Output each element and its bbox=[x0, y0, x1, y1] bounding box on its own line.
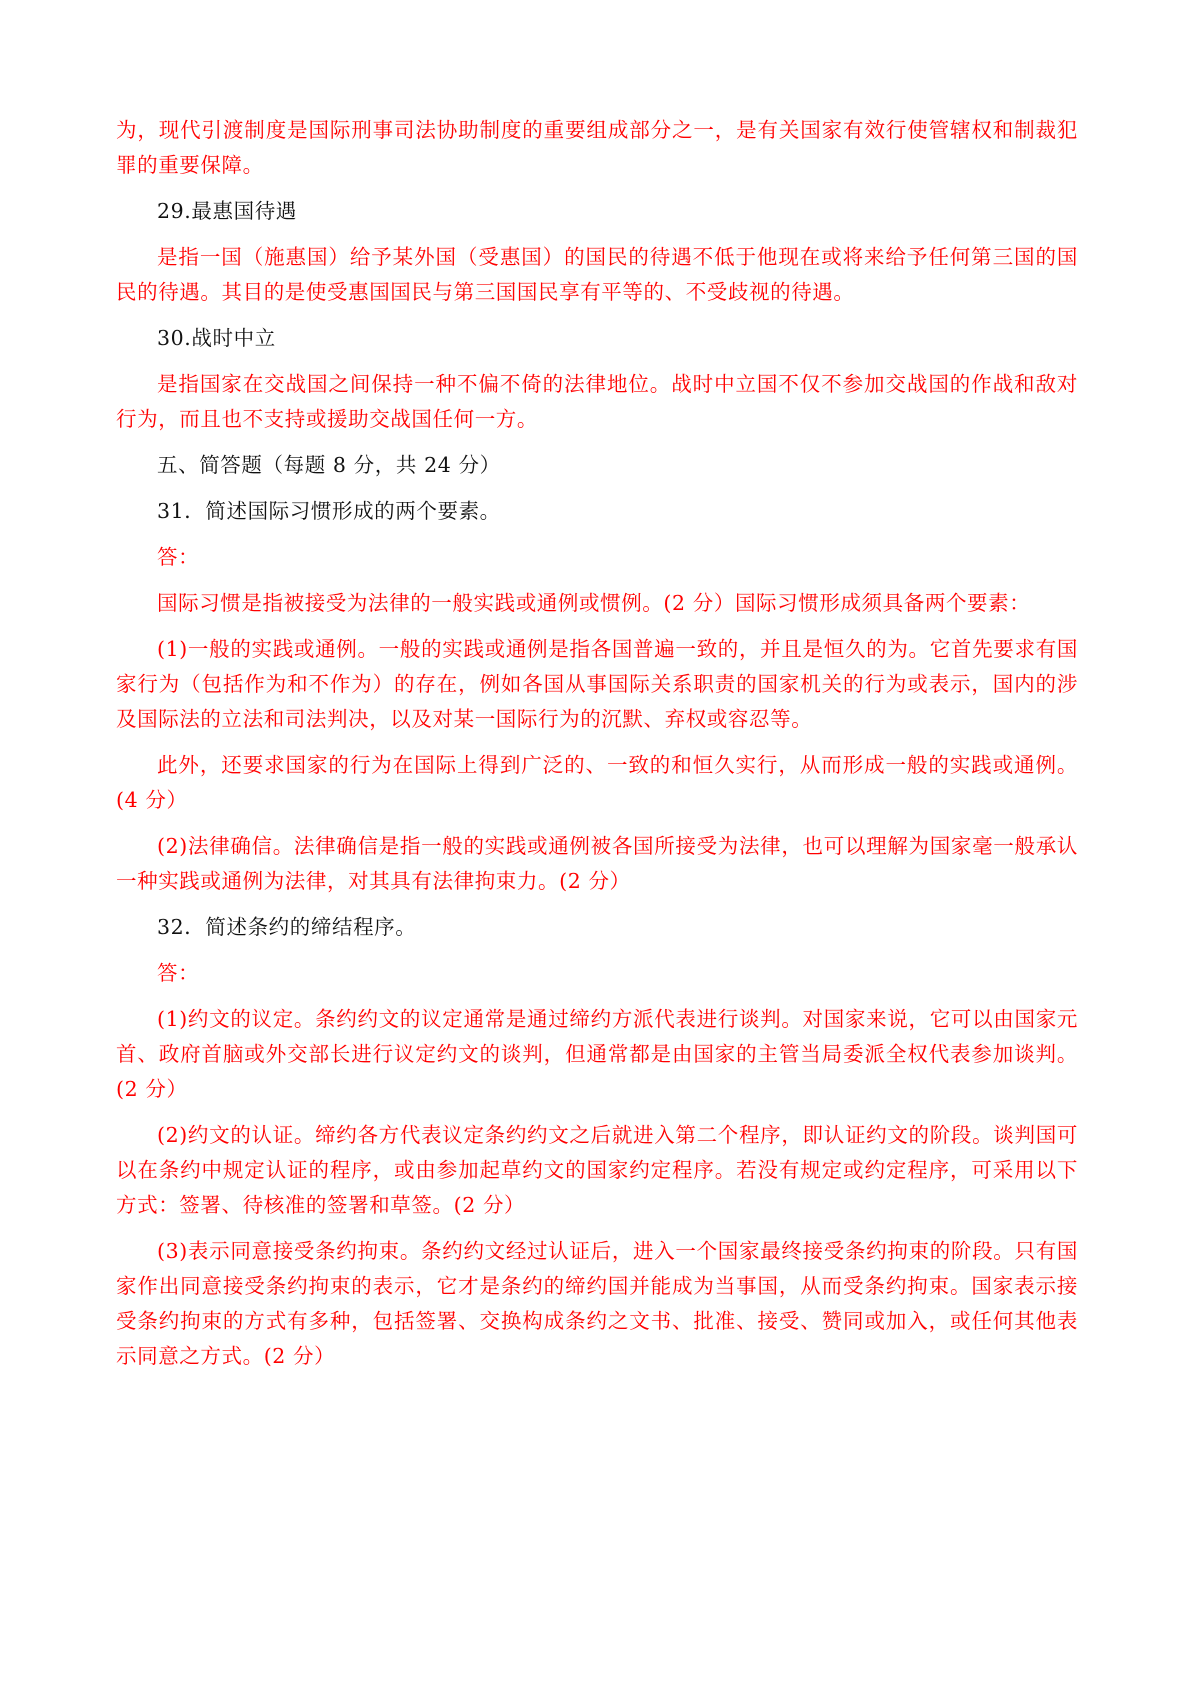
answer-32-point-1: (1)约文的议定。条约约文的议定通常是通过缔约方派代表进行谈判。对国家来说，它可以由国家元首、政府首脑或外交部长进行议定约文的谈判，但通常都是由国家的主管当局委派全权代表参加谈判。(2 分） bbox=[116, 1007, 1078, 1101]
answer-label-31: 答： bbox=[157, 545, 200, 569]
question-31: 31．简述国际习惯形成的两个要素。 bbox=[157, 499, 501, 523]
section-heading-short-answer: 五、简答题（每题 8 分，共 24 分） bbox=[157, 453, 501, 477]
answer-32-point-3: (3)表示同意接受条约拘束。条约约文经过认证后，进入一个国家最终接受条约拘束的阶段。只有国家作出同意接受条约拘束的表示，它才是条约的缔约国并能成为当事国，从而受条约拘束。国家表示接受条约拘束的方式有多种，包括签署、交换构成条约之文书、批准、接受、赞同或加入，或任何其他表示同意之方式。(2 分） bbox=[116, 1239, 1078, 1368]
answer-label-32: 答： bbox=[157, 961, 200, 985]
document-page bbox=[116, 113, 1078, 1374]
answer-31-point-1-continued: 此外，还要求国家的行为在国际上得到广泛的、一致的和恒久实行，从而形成一般的实践或通例。(4 分） bbox=[116, 753, 1078, 812]
answer-31-point-1: (1)一般的实践或通例。一般的实践或通例是指各国普遍一致的，并且是恒久的为。它首先要求有国家行为（包括作为和不作为）的存在，例如各国从事国际关系职责的国家机关的行为或表示，国内的涉及国际法的立法和司法判决，以及对某一国际行为的沉默、弃权或容忍等。 bbox=[116, 637, 1078, 731]
question-32: 32．简述条约的缔结程序。 bbox=[157, 915, 417, 939]
answer-31-intro: 国际习惯是指被接受为法律的一般实践或通例或惯例。(2 分）国际习惯形成须具备两个要素： bbox=[157, 591, 1031, 615]
answer-30: 是指国家在交战国之间保持一种不偏不倚的法律地位。战时中立国不仅不参加交战国的作战和敌对行为，而且也不支持或援助交战国任何一方。 bbox=[116, 372, 1078, 431]
term-heading-30: 30.战时中立 bbox=[157, 326, 276, 350]
answer-29: 是指一国（施惠国）给予某外国（受惠国）的国民的待遇不低于他现在或将来给予任何第三国的国民的待遇。其目的是使受惠国国民与第三国国民享有平等的、不受歧视的待遇。 bbox=[116, 245, 1078, 304]
answer-32-point-2: (2)约文的认证。缔约各方代表议定条约约文之后就进入第二个程序，即认证约文的阶段。谈判国可以在条约中规定认证的程序，或由参加起草约文的国家约定程序。若没有规定或约定程序，可采用以下方式：签署、待核准的签署和草签。(2 分） bbox=[116, 1123, 1078, 1217]
paragraph-extradition-continued: 为，现代引渡制度是国际刑事司法协助制度的重要组成部分之一，是有关国家有效行使管辖权和制裁犯罪的重要保障。 bbox=[116, 118, 1078, 177]
term-heading-29: 29.最惠国待遇 bbox=[157, 199, 297, 223]
answer-31-point-2: (2)法律确信。法律确信是指一般的实践或通例被各国所接受为法律，也可以理解为国家毫一般承认一种实践或通例为法律，对其具有法律拘束力。(2 分） bbox=[116, 834, 1078, 893]
